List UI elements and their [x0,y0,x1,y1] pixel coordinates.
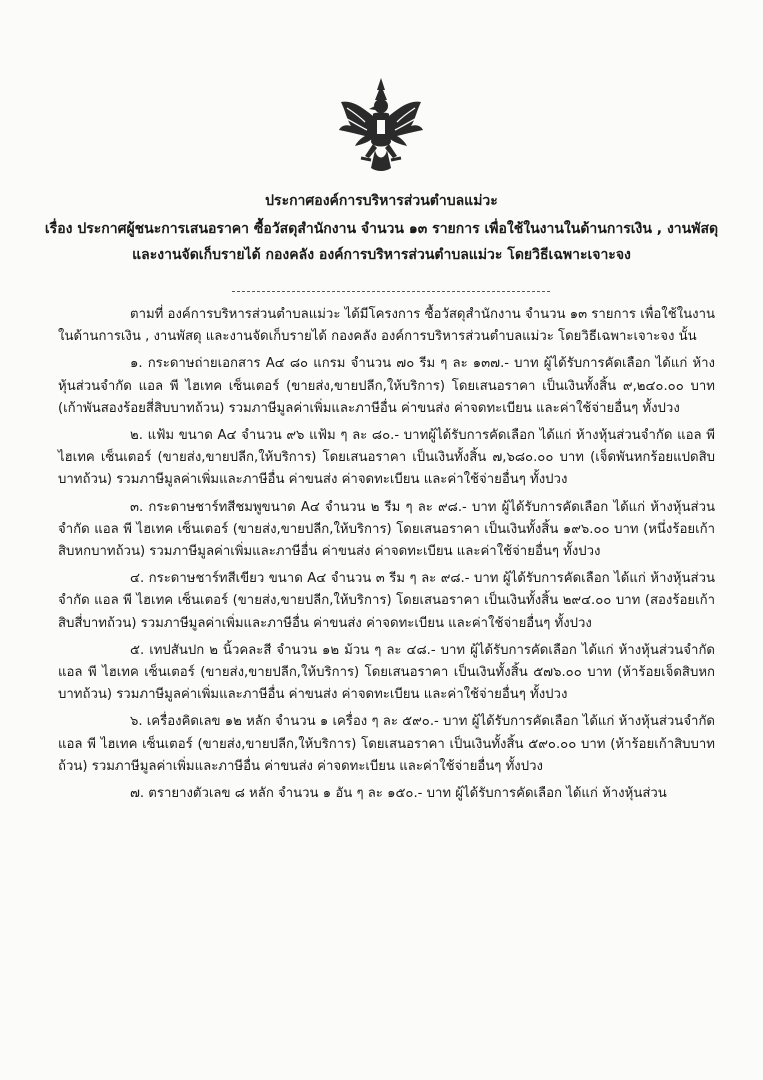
intro-paragraph: ตามที่ องค์การบริหารส่วนตำบลแม่วะ ได้มีโครงการ ซื้อวัสดุสำนักงาน จำนวน ๑๓ รายการ เพื่อใช้ในงานในด้านการเงิน , งานพัสดุ และงานจัดเก็บรายได้ กองคลัง องค์การบริหารส่วนตำบลแม่วะ โดยวิธีเฉพาะเจาะจง นั้น [58,307,716,345]
announcement-header [40,188,723,268]
announcement-subject: เรื่อง ประกาศผู้ชนะการเสนอราคา ซื้อวัสดุสำนักงาน จำนวน ๑๓ รายการ เพื่อใช้ในงานในด้านการเงิน , งานพัสดุ และงานจัดเก็บรายได้ กองคลัง องค์การบริหารส่วนตำบลแม่วะ โดยวิธีเฉพาะเจาะจง [44,221,719,263]
garuda-emblem-icon [335,76,427,174]
list-item: ๒. แฟ้ม ขนาด A๔ จำนวน ๙๖ แฟ้ม ๆ ละ ๘๐.- บาทผู้ได้รับการคัดเลือก ได้แก่ ห้างหุ้นส่วนจำกัด แอล พี ไฮเทค เซ็นเตอร์ (ขายส่ง,ขายปลีก,ให้บริการ) โดยเสนอราคา เป็นเงินทั้งสิ้น ๗,๖๘๐.๐๐ บาท (เจ็ดพันหกร้อยแปดสิบบาทถ้วน) รวมภาษีมูลค่าเพิ่มและภาษีอื่น ค่าขนส่ง ค่าจดทะเบียน และค่าใช้จ่ายอื่นๆ ทั้งปวง [58,428,715,488]
list-item: ๖. เครื่องคิดเลข ๑๒ หลัก จำนวน ๑ เครื่อง ๆ ละ ๕๙๐.- บาท ผู้ได้รับการคัดเลือก ได้แก่ ห้างหุ้นส่วนจำกัด แอล พี ไฮเทค เซ็นเตอร์ (ขายส่ง,ขายปลีก,ให้บริการ) โดยเสนอราคา เป็นเงินทั้งสิ้น ๕๙๐.๐๐ บาท (ห้าร้อยเก้าสิบบาทถ้วน) รวมภาษีมูลค่าเพิ่มและภาษีอื่น ค่าขนส่ง ค่าจดทะเบียน และค่าใช้จ่ายอื่นๆ ทั้งปวง [58,714,715,774]
organization-title: ประกาศองค์การบริหารส่วนตำบลแม่วะ [265,193,498,209]
announcement-body [58,304,715,810]
list-item: ๕. เทปสันปก ๒ นิ้วคละสี จำนวน ๑๒ ม้วน ๆ ละ ๔๘.- บาท ผู้ได้รับการคัดเลือก ได้แก่ ห้างหุ้นส่วนจำกัด แอล พี ไฮเทค เซ็นเตอร์ (ขายส่ง,ขายปลีก,ให้บริการ) โดยเสนอราคา เป็นเงินทั้งสิ้น ๕๗๖.๐๐ บาท (ห้าร้อยเจ็ดสิบหกบาทถ้วน) รวมภาษีมูลค่าเพิ่มและภาษีอื่น ค่าขนส่ง ค่าจดทะเบียน และค่าใช้จ่ายอื่นๆ ทั้งปวง [58,642,715,703]
list-item: ๓. กระดาษชาร์ทสีชมพูขนาด A๔ จำนวน ๒ รีม ๆ ละ ๙๘.- บาท ผู้ได้รับการคัดเลือก ได้แก่ ห้างหุ้นส่วนจำกัด แอล พี ไฮเทค เซ็นเตอร์ (ขายส่ง,ขายปลีก,ให้บริการ) โดยเสนอราคา เป็นเงินทั้งสิ้น ๑๙๖.๐๐ บาท (หนึ่งร้อยเก้าสิบหกบาทถ้วน) รวมภาษีมูลค่าเพิ่มและภาษีอื่น ค่าขนส่ง ค่าจดทะเบียน และค่าใช้จ่ายอื่นๆ ทั้งปวง [58,499,715,560]
list-item: ๗. ตรายางตัวเลข ๘ หลัก จำนวน ๑ อัน ๆ ละ ๑๕๐.- บาท ผู้ได้รับการคัดเลือก ได้แก่ ห้างหุ้นส่วน [130,786,667,802]
header-divider [232,291,550,292]
list-item: ๑. กระดาษถ่ายเอกสาร A๔ ๘๐ แกรม จำนวน ๗๐ รีม ๆ ละ ๑๓๗.- บาท ผู้ได้รับการคัดเลือก ได้แก่ ห้างหุ้นส่วนจำกัด แอล พี ไฮเทค เซ็นเตอร์ (ขายส่ง,ขายปลีก,ให้บริการ) โดยเสนอราคา เป็นเงินทั้งสิ้น ๙,๒๔๐.๐๐ บาท (เก้าพันสองร้อยสี่สิบบาทถ้วน) รวมภาษีมูลค่าเพิ่มและภาษีอื่น ค่าขนส่ง ค่าจดทะเบียน และค่าใช้จ่ายอื่นๆ ทั้งปวง [58,356,715,416]
list-item: ๔. กระดาษชาร์ทสีเขียว ขนาด A๔ จำนวน ๓ รีม ๆ ละ ๙๘.- บาท ผู้ได้รับการคัดเลือก ได้แก่ ห้างหุ้นส่วนจำกัด แอล พี ไฮเทค เซ็นเตอร์ (ขายส่ง,ขายปลีก,ให้บริการ) โดยเสนอราคา เป็นเงินทั้งสิ้น ๒๙๔.๐๐ บาท (สองร้อยเก้าสิบสี่บาทถ้วน) รวมภาษีมูลค่าเพิ่มและภาษีอื่น ค่าขนส่ง ค่าจดทะเบียน และค่าใช้จ่ายอื่นๆ ทั้งปวง [58,571,715,631]
